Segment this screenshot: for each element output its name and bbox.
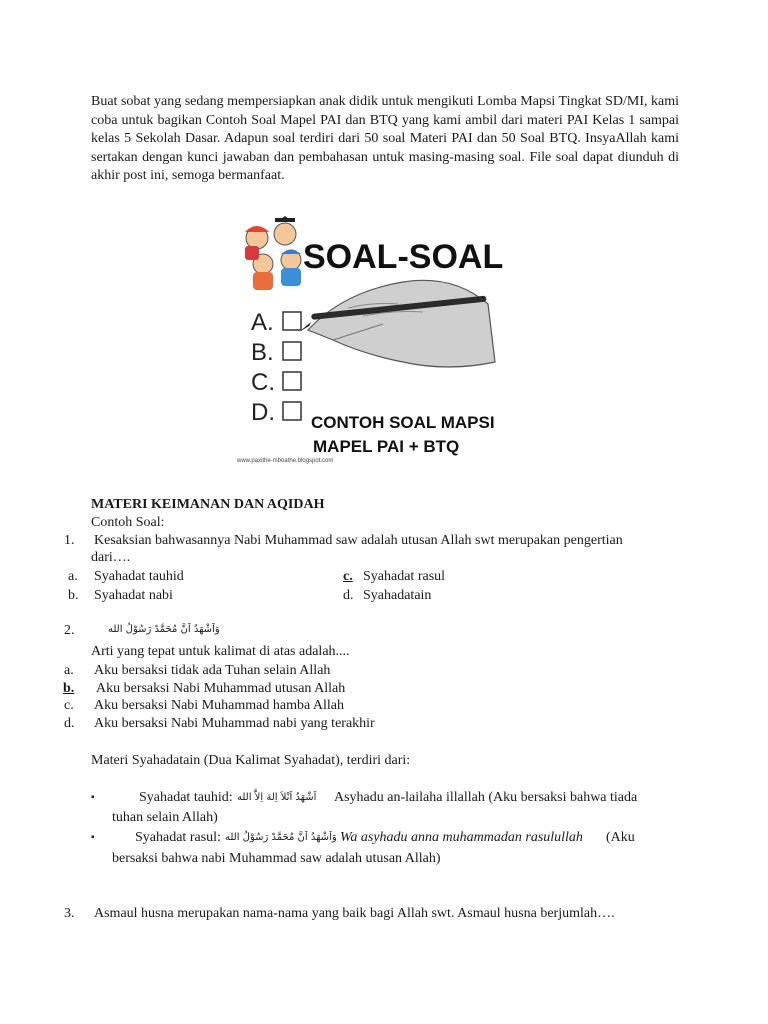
section-subheading: Contoh Soal: [91, 515, 165, 530]
banner-caption-1: CONTOH SOAL MAPSI [311, 413, 495, 432]
answer-options [251, 309, 301, 426]
q3-number: 3. [64, 906, 75, 921]
q3-text: Asmaul husna merupakan nama-nama yang baik bagi Allah swt. Asmaul husna berjumlah…. [94, 906, 615, 921]
children-illustration-icon [245, 216, 301, 290]
q1-option-a-text: Syahadat tauhid [94, 569, 184, 584]
option-a-checkbox [283, 312, 301, 330]
bullet-1-marker: ▪ [91, 792, 95, 803]
bullet-2-text-cont: bersaksi bahwa nabi Muhammad saw adalah utusan Allah) [112, 851, 441, 866]
banner-url: www.paxithe-mboathe.blogspot.com [237, 458, 334, 464]
bullet-1-text: Asyhadu an-lailaha illallah (Aku bersaksi bahwa tiada [334, 790, 638, 805]
intro-paragraph: Buat sobat yang sedang mempersiapkan anak didik untuk mengikuti Lomba Mapsi Tingkat SD/MI, kami coba untuk bagikan Contoh Soal Mapel PAI dan BTQ yang kami ambil dari materi PAI Kelas 1 sampai kelas 5 Sekolah Dasar. Adapun soal terdiri dari 50 soal Materi PAI dan 50 Soal BTQ. InsyaAllah kami sertakan dengan kunci jawaban dan pembahasan untuk masing-masing soal. File soal dapat diunduh di akhir post ini, semoga bermanfaat. [91, 94, 679, 183]
q2-arabic-text: وَاَشْهَدُ اَنَّ مُحَمَّدً رَسُوْلُ الله [108, 624, 220, 635]
q1-option-b-letter: b. [68, 588, 79, 603]
q1-option-b-text: Syahadat nabi [94, 588, 173, 603]
bullet-2-arabic: وَاَشْهَدُ اَنَّ مُحَمَّدً رَسُوْلُ الله [225, 832, 337, 843]
q1-option-d-text: Syahadatain [363, 588, 432, 603]
option-c-label: C. [251, 369, 275, 396]
option-c-checkbox [283, 372, 301, 390]
soal-soal-banner-image [233, 212, 533, 464]
option-d-checkbox [283, 402, 301, 420]
q2-option-c-letter: c. [64, 698, 74, 713]
q1-option-d-letter: d. [343, 588, 354, 603]
option-b-label: B. [251, 339, 274, 366]
q2-text: Arti yang tepat untuk kalimat di atas adalah.... [91, 644, 350, 659]
q2-number: 2. [64, 623, 75, 638]
q2-option-a-letter: a. [64, 663, 74, 678]
q1-text-cont: dari…. [91, 550, 131, 565]
q1-option-c-text: Syahadat rasul [363, 569, 446, 584]
q2-option-d-letter: d. [64, 716, 75, 731]
q2-option-b-text: Aku bersaksi Nabi Muhammad utusan Allah [96, 681, 346, 696]
banner-title: SOAL-SOAL [303, 238, 504, 276]
section-heading: MATERI KEIMANAN DAN AQIDAH [91, 497, 325, 512]
banner-caption-2: MAPEL PAI + BTQ [313, 437, 460, 456]
q2-option-b-letter: b. [63, 681, 75, 696]
q1-number: 1. [64, 533, 75, 548]
bullet-2-text: (Aku [606, 830, 635, 845]
option-b-checkbox [283, 342, 301, 360]
bullet-1-arabic: اَشْهَدُ اَنْلاَ اِلهَ اِلاَّ الله [237, 792, 317, 803]
bullet-2-transliteration: Wa asyhadu anna muhammadan rasulullah [340, 830, 583, 845]
q2-option-a-text: Aku bersaksi tidak ada Tuhan selain Allah [94, 663, 331, 678]
bullet-1-text-cont: tuhan selain Allah) [112, 810, 218, 825]
option-a-label: A. [251, 309, 274, 336]
bullet-2-marker: ▪ [91, 832, 95, 843]
q2-option-c-text: Aku bersaksi Nabi Muhammad hamba Allah [94, 698, 345, 713]
bullet-2-label: Syahadat rasul: [135, 830, 221, 845]
q1-option-c-letter: c. [343, 569, 353, 584]
q1-text: Kesaksian bahwasannya Nabi Muhammad saw adalah utusan Allah swt merupakan pengertian [94, 533, 623, 548]
q2-option-d-text: Aku bersaksi Nabi Muhammad nabi yang terakhir [94, 716, 375, 731]
bullet-1-label: Syahadat tauhid: [139, 790, 233, 805]
option-d-label: D. [251, 399, 275, 426]
q1-option-a-letter: a. [68, 569, 78, 584]
pencil-hand-icon [299, 280, 495, 367]
materi-heading: Materi Syahadatain (Dua Kalimat Syahadat), terdiri dari: [91, 753, 411, 768]
